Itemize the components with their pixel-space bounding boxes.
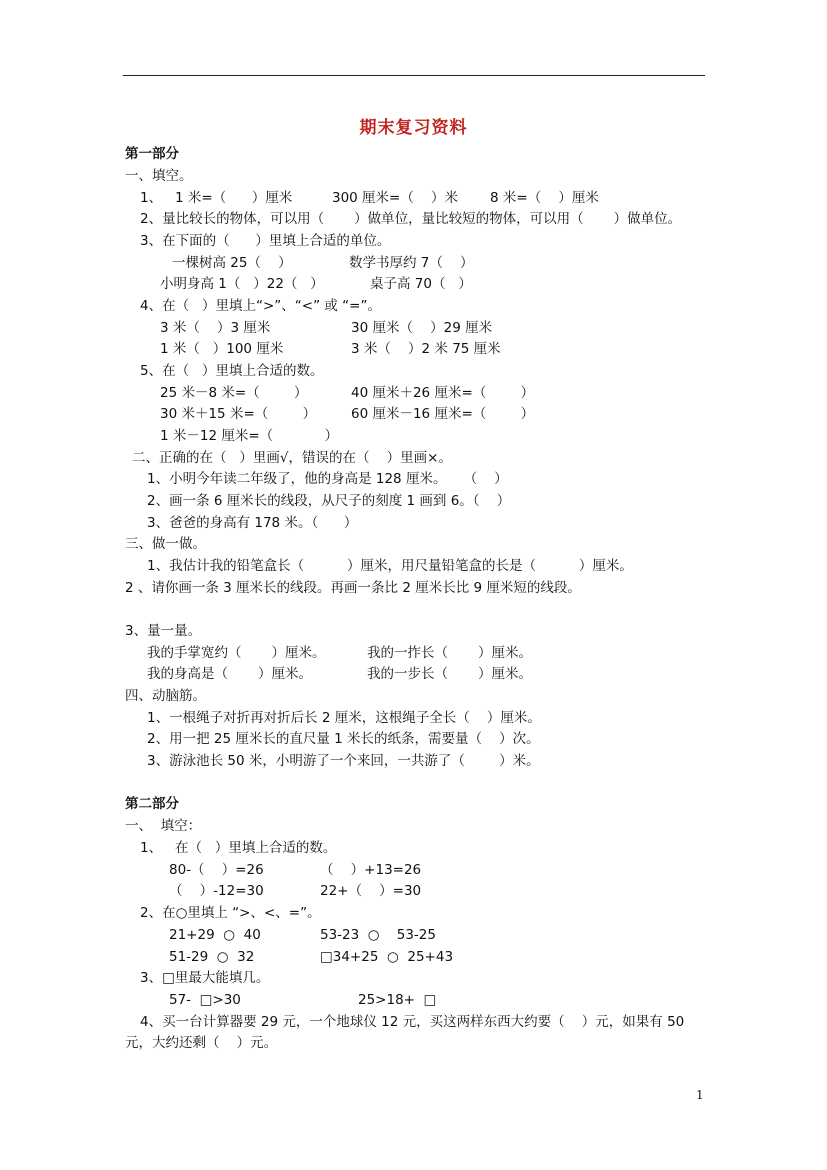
question-text: （ ）-12=30 [169, 883, 264, 899]
question-text: 2、用一把 25 厘米长的直尺量 1 米长的纸条，需要量（ ）次。 [147, 731, 540, 747]
section-title: 一、 填空： [125, 818, 202, 834]
question-text: 3、□里最大能填几。 [140, 970, 270, 986]
question-text: 2 、请你画一条 3 厘米长的线段。再画一条比 2 厘米长比 9 厘米短的线段。 [125, 580, 581, 596]
question-text: 我的一拃长（ ）厘米。 [367, 645, 533, 661]
question-text: 1、 在（ ）里填上合适的数。 [140, 840, 337, 856]
question-text: 8 米=（ ）厘米 [490, 190, 599, 206]
question-text: 30 米＋15 米=（ ） [160, 406, 317, 422]
question-text: 我的手掌宽约（ ）厘米。 [147, 645, 326, 661]
question-text: 2、画一条 6 厘米长的线段，从尺子的刻度 1 画到 6。（ ） [147, 493, 511, 509]
question-text: 3、游泳池长 50 米，小明游了一个来回，一共游了（ ）米。 [147, 753, 540, 769]
question-text: 60 厘米－16 厘米=（ ） [351, 406, 535, 422]
question-text: 4、买一台计算器要 29 元，一个地球仪 12 元，买这两样东西大约要（ ）元，如果有 50 [140, 1014, 685, 1030]
question-text: 4、在（ ）里填上“>”、“<” 或 “=”。 [140, 298, 381, 314]
question-text: 53-23 ○ 53-25 [320, 927, 436, 943]
part2-heading: 第二部分 [125, 796, 179, 812]
question-text: 数学书厚约 7（ ） [349, 255, 474, 271]
page-title: 期末复习资料 [359, 118, 468, 138]
question-text: 3 米（ ）2 米 75 厘米 [351, 341, 501, 357]
question-text: 1、我估计我的铅笔盒长（ ）厘米，用尺量铅笔盒的长是（ ）厘米。 [147, 558, 633, 574]
question-text: 小明身高 1（ ）22（ ） [160, 276, 324, 292]
question-text: 21+29 ○ 40 [169, 927, 261, 943]
question-text: 元，大约还剩（ ）元。 [125, 1035, 278, 1051]
question-text: 2、量比较长的物体，可以用（ ）做单位，量比较短的物体，可以用（ ）做单位。 [140, 211, 682, 227]
question-text: 30 厘米（ ）29 厘米 [351, 320, 493, 336]
question-text: （ ）+13=26 [320, 862, 422, 878]
question-text: 1、小明今年读二年级了，他的身高是 128 厘米。 （ ） [147, 471, 508, 487]
page-number: 1 [696, 1088, 704, 1102]
question-text: □34+25 ○ 25+43 [320, 949, 454, 965]
question-text: 2、在○里填上 “>、<、=”。 [140, 905, 321, 921]
question-text: 3、爸爸的身高有 178 米。（ ） [147, 515, 358, 531]
question-text: 1、 1 米=（ ）厘米 [140, 190, 293, 206]
question-text: 3、在下面的（ ）里填上合适的单位。 [140, 233, 391, 249]
section-title: 三、做一做。 [125, 536, 206, 552]
question-text: 51-29 ○ 32 [169, 949, 255, 965]
question-text: 1、一根绳子对折再对折后长 2 厘米，这根绳子全长（ ）厘米。 [147, 710, 541, 726]
question-text: 一棵树高 25（ ） [172, 255, 292, 271]
question-text: 40 厘米＋26 厘米=（ ） [351, 385, 535, 401]
question-text: 300 厘米=（ ）米 [332, 190, 459, 206]
section-title: 一、填空。 [125, 168, 193, 184]
question-text: 25>18+ □ [358, 992, 437, 1008]
question-text: 57- □>30 [169, 992, 241, 1008]
section-title: 二、正确的在（ ）里画√，错误的在（ ）里画×。 [132, 450, 452, 466]
question-text: 25 米－8 米=（ ） [160, 385, 308, 401]
question-text: 我的身高是（ ）厘米。 [147, 666, 313, 682]
question-text: 3、量一量。 [125, 623, 202, 639]
question-text: 我的一步长（ ）厘米。 [367, 666, 533, 682]
question-text: 3 米（ ）3 厘米 [160, 320, 271, 336]
question-text: 1 米－12 厘米=（ ） [160, 428, 339, 444]
header-rule [123, 75, 705, 76]
question-text: 5、在（ ）里填上合适的数。 [140, 363, 324, 379]
question-text: 22+（ ）=30 [320, 883, 422, 899]
part1-heading: 第一部分 [125, 146, 179, 162]
question-text: 桌子高 70（ ） [370, 276, 472, 292]
section-title: 四、动脑筋。 [125, 688, 206, 704]
question-text: 1 米（ ）100 厘米 [160, 341, 284, 357]
question-text: 80-（ ）=26 [169, 862, 264, 878]
